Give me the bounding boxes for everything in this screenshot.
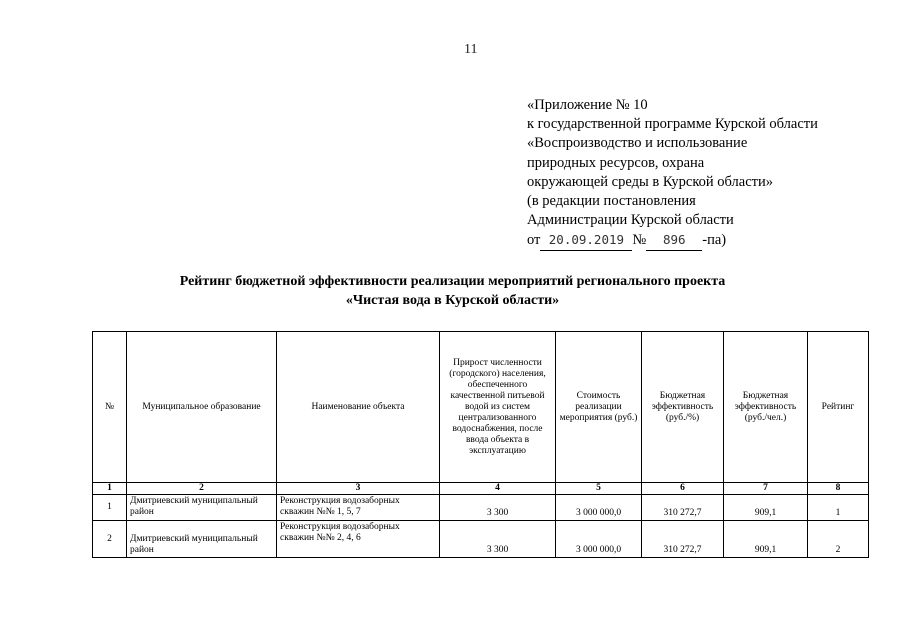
table-row	[93, 521, 869, 558]
table-row	[93, 495, 869, 521]
row-municipality: Дмитриевский муниципальный район	[127, 495, 277, 521]
appendix-line: к государственной программе Курской области	[527, 116, 818, 133]
column-number: 1	[93, 483, 127, 495]
title-line-1: Рейтинг бюджетной эффективности реализации мероприятий регионального проекта	[179, 274, 726, 289]
appendix-line: природных ресурсов, охрана	[527, 154, 705, 171]
row-efficiency-percent: 310 272,7	[642, 495, 724, 521]
column-number: 2	[127, 483, 277, 495]
header-efficiency-percent: Бюджетная эффективность (руб./%)	[642, 332, 724, 483]
appendix-block	[527, 96, 818, 251]
row-efficiency-percent: 310 272,7	[642, 521, 724, 558]
appendix-line: Администрации Курской области	[527, 212, 734, 229]
header-efficiency-person: Бюджетная эффективность (руб./чел.)	[724, 332, 808, 483]
row-rating: 2	[808, 521, 869, 558]
appendix-line: «Приложение № 10	[527, 97, 648, 113]
row-object: Реконструкция водозаборных скважин №№ 1, 5, 7	[277, 495, 440, 521]
row-population-growth: 3 300	[440, 521, 556, 558]
column-number: 7	[724, 483, 808, 495]
appendix-line: окружающей среды в Курской области»	[527, 173, 774, 190]
resolution-number: 896	[646, 230, 702, 250]
rating-table	[92, 331, 869, 558]
row-efficiency-person: 909,1	[724, 521, 808, 558]
column-number-row	[93, 483, 869, 495]
row-object: Реконструкция водозаборных скважин №№ 2, 4, 6	[277, 521, 440, 558]
header-number: №	[93, 332, 127, 483]
number-prefix: №	[632, 232, 647, 249]
row-cost: 3 000 000,0	[556, 495, 642, 521]
appendix-line: (в редакции постановления	[527, 193, 696, 210]
page-number: 11	[464, 42, 478, 57]
row-cost: 3 000 000,0	[556, 521, 642, 558]
header-municipality: Муниципальное образование	[127, 332, 277, 483]
column-number: 4	[440, 483, 556, 495]
header-object: Наименование объекта	[277, 332, 440, 483]
column-number: 3	[277, 483, 440, 495]
row-municipality: Дмитриевский муниципальный район	[127, 521, 277, 558]
header-population-growth: Прирост численности (городского) населения, обеспеченного качественной питьевой водой из систем централизованного водоснабжения, после ввода объекта в эксплуатацию	[440, 332, 556, 483]
appendix-date-line	[527, 230, 818, 250]
row-number: 1	[93, 495, 127, 521]
column-number: 6	[642, 483, 724, 495]
title-line-2: «Чистая вода в Курской области»	[345, 293, 560, 308]
row-population-growth: 3 300	[440, 495, 556, 521]
column-number: 5	[556, 483, 642, 495]
column-number: 8	[808, 483, 869, 495]
document-title	[0, 272, 905, 310]
row-number: 2	[93, 521, 127, 558]
header-rating: Рейтинг	[808, 332, 869, 483]
resolution-date: 20.09.2019	[540, 230, 632, 250]
header-row	[93, 332, 869, 483]
row-efficiency-person: 909,1	[724, 495, 808, 521]
appendix-line: «Воспроизводство и использование	[527, 135, 748, 152]
header-cost: Стоимость реализации мероприятия (руб.)	[556, 332, 642, 483]
row-rating: 1	[808, 495, 869, 521]
date-prefix: от	[527, 232, 541, 249]
number-suffix: -па)	[702, 232, 727, 249]
